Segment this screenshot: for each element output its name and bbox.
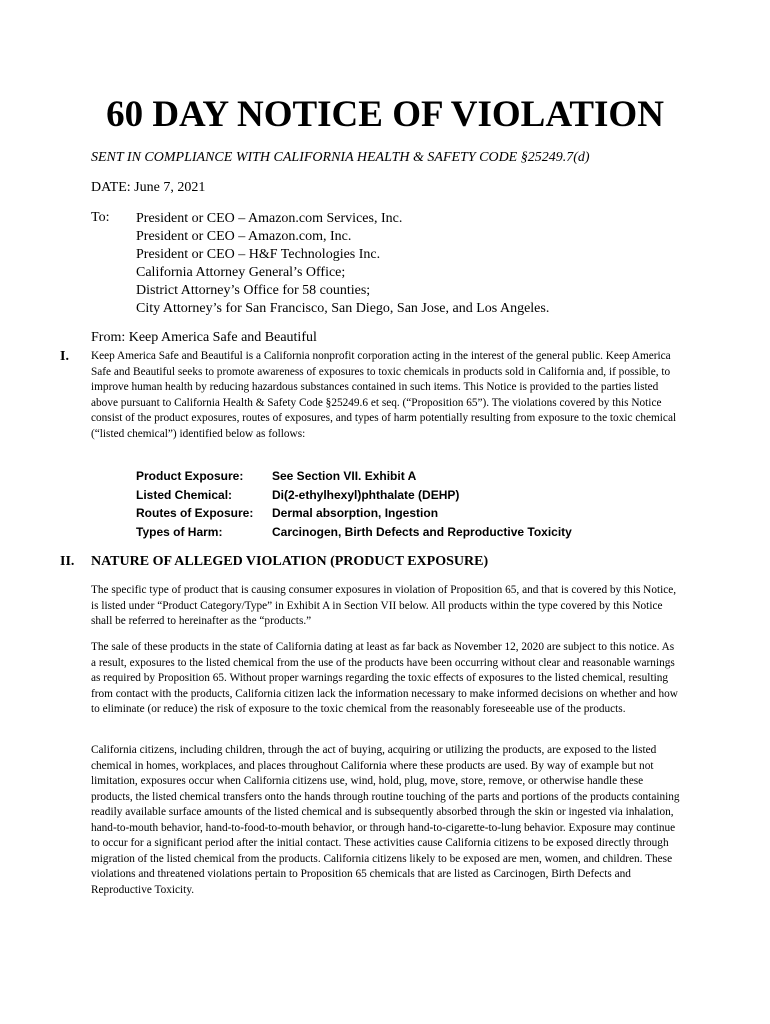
section-2-paragraph-3: California citizens, including children, through the act of buying, acquiring or utilizing the products, are exposed to the listed chemical in homes, workplaces, and places throughout California where these products are used. By way of example but not limitation, exposures occur when California citizens use, wind, hold, plug, move, store, remove, or otherwise handle these products, the listed chemical transfers onto the hands through routine touching of the parts and portions of the products containing readily available surface amounts of the listed chemical and is subsequently absorbed through the skin or ingested via inhalation, hand-to-mouth behavior, hand-to-food-to-mouth behavior, or through hand-to-cigarette-to-lung behavior. Exposure may continue to occur for a significant period after the initial contact. These activities cause California citizens to be exposed directly through migration of the listed chemical from the products. California citizens likely to be exposed are men, women, and children. These violations and threatened violations pertain to Proposition 65 chemicals that are listed as Carcinogen, Birth Defects and Reproductive Toxicity. (91, 744, 680, 896)
violation-summary-table (136, 469, 572, 543)
compliance-subtitle: SENT IN COMPLIANCE WITH CALIFORNIA HEALTH & SAFETY CODE §25249.7(d) (91, 150, 590, 165)
summary-row (136, 488, 572, 507)
recipient-item: California Attorney General’s Office; (136, 265, 346, 280)
to-label: To: (91, 210, 110, 225)
section-1-paragraph: Keep America Safe and Beautiful is a California nonprofit corporation acting in the interest of the general public. Keep America Safe and Beautiful seeks to promote awareness of exposures to toxic chemicals in products sold in California and, if possible, to improve human health by reducing hazardous substances contained in such items. This Notice is provided to the parties listed above pursuant to California Health & Safety Code §25249.6 et seq. (“Proposition 65”). The violations covered by this Notice consist of the product exposures, routes of exposures, and types of harm potentially resulting from exposure to the toxic chemical (“listed chemical”) identified below as follows: (91, 350, 677, 440)
summary-value: Carcinogen, Birth Defects and Reproductive Toxicity (272, 524, 572, 539)
summary-value: Dermal absorption, Ingestion (272, 506, 439, 520)
section-2-paragraph-2: The sale of these products in the state of California dating at least as far back as November 12, 2020 are subject to this notice. As a result, exposures to the listed chemical from the use of the products have been occurring without clear and reasonable warnings as required by Proposition 65. Without proper warnings regarding the toxic effects of exposures to the listed chemical, resulting from contact with the products, California citizen lack the information necessary to make informed decisions on whether and how to eliminate (or reduce) the risk of exposure to the toxic chemical from the reasonably foreseeable use of the products. (91, 641, 678, 715)
recipient-item: District Attorney’s Office for 58 counties; (136, 283, 371, 298)
recipient-list (136, 210, 549, 318)
section-2-heading: NATURE OF ALLEGED VIOLATION (PRODUCT EXPOSURE) (91, 554, 489, 569)
section-2-paragraph-1: The specific type of product that is causing consumer exposures in violation of Proposition 65, and that is covered by this Notice, is listed under “Product Category/Type” in Exhibit A in Section VII below. All products within the type covered by this Notice shall be referred to hereinafter as the “products.” (91, 584, 677, 627)
recipient-item: President or CEO – Amazon.com, Inc. (136, 229, 352, 244)
summary-row (136, 506, 572, 525)
notice-date: DATE: June 7, 2021 (91, 180, 206, 195)
recipient-item: President or CEO – Amazon.com Services, Inc. (136, 211, 403, 226)
from-line: From: Keep America Safe and Beautiful (91, 330, 317, 345)
summary-value: See Section VII. Exhibit A (272, 469, 417, 483)
summary-value: Di(2-ethylhexyl)phthalate (DEHP) (272, 487, 460, 502)
summary-row (136, 525, 572, 544)
recipient-item: City Attorney’s for San Francisco, San Diego, San Jose, and Los Angeles. (136, 301, 550, 316)
summary-label: Listed Chemical: (136, 487, 233, 502)
section-1-number: I. (60, 349, 69, 364)
section-2-number: II. (60, 554, 75, 569)
summary-row (136, 469, 572, 488)
summary-label: Routes of Exposure: (136, 506, 254, 520)
summary-label: Types of Harm: (136, 524, 223, 539)
page-title: 60 DAY NOTICE OF VIOLATION (106, 94, 664, 135)
recipient-item: President or CEO – H&F Technologies Inc. (136, 247, 381, 262)
summary-label: Product Exposure: (136, 469, 244, 483)
